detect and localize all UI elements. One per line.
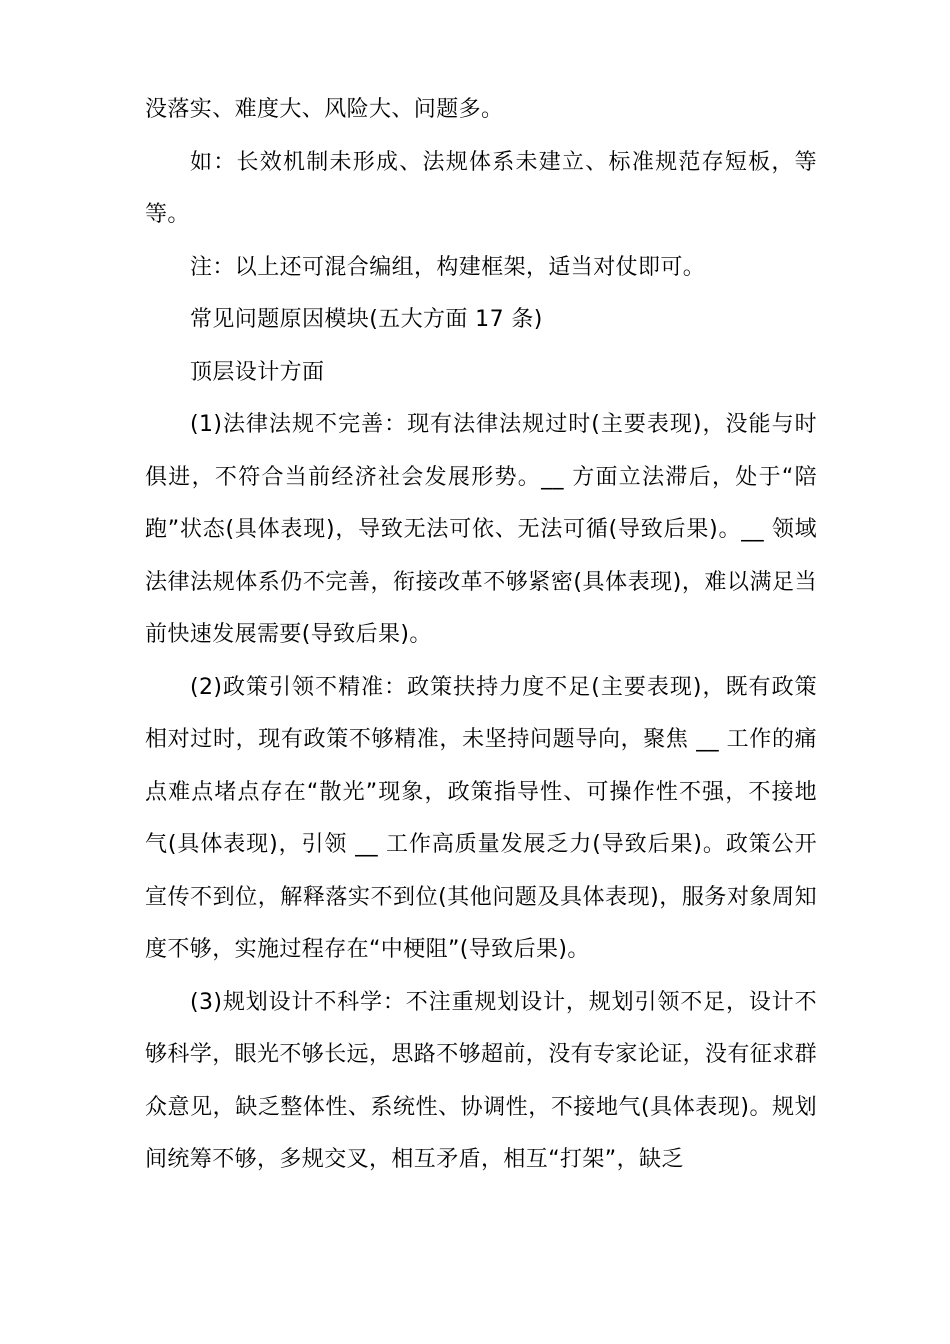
paragraph: 如：长效机制未形成、法规体系未建立、标准规范存短板，等等。 [145,149,817,227]
paragraph: 没落实、难度大、风险大、问题多。 [145,97,504,122]
paragraph: (2)政策引领不精准：政策扶持力度不足(主要表现)，既有政策相对过时，现有政策不够精准，未坚持问题导向，聚焦 __ 工作的痛点难点堵点存在“散光”现象，政策指导性、可操作性不强，不接地气(具体表现)，引领 __ 工作高质量发展乏力(导致后果)。政策公开宣传不到位，解释落实不到位(其他问题及具体表现)，服务对象周知度不够，实施过程存在“中梗阻”(导致后果)。 [145,674,817,962]
paragraph: 注：以上还可混合编组，构建框架，适当对仗即可。 [190,254,706,280]
paragraph: (1)法律法规不完善：现有法律法规过时(主要表现)，没能与时俱进，不符合当前经济社会发展形势。__ 方面立法滞后，处于“陪跑”状态(具体表现)，导致无法可依、无法可循(导致后果)。__ 领域法律法规体系仍不完善，衔接改革不够紧密(具体表现)，难以满足当前快速发展需要(导致后果)。 [145,412,817,647]
document-body [145,84,817,1187]
subsection-heading: 顶层设计方面 [190,359,325,385]
section-heading: 常见问题原因模块(五大方面 17 条) [190,307,543,332]
paragraph: (3)规划设计不科学：不注重规划设计，规划引领不足，设计不够科学，眼光不够长远，思路不够超前，没有专家论证，没有征求群众意见，缺乏整体性、系统性、协调性，不接地气(具体表现)。规划间统筹不够，多规交叉，相互矛盾，相互“打架”，缺乏 [145,989,818,1172]
